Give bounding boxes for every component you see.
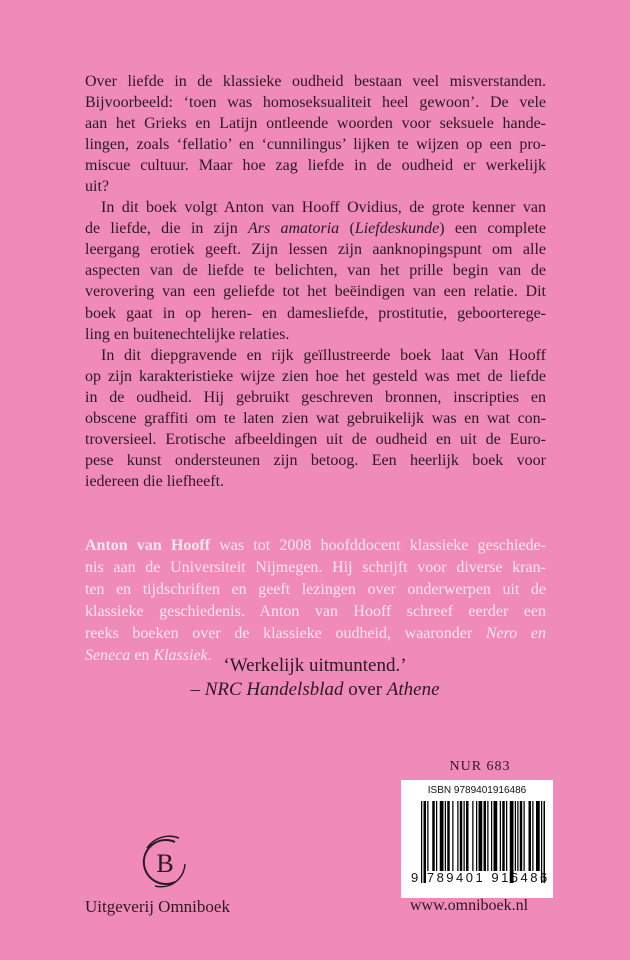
barcode-bar [487,801,488,871]
text-line [85,71,546,92]
barcode-bar [460,801,463,871]
barcode-bar [432,801,435,871]
text-segment: Anton van Hooff [85,537,211,554]
barcode-bar [520,801,523,871]
barcode-bar [445,801,446,871]
publisher-name: Uitgeverij Omniboek [85,897,230,916]
source-name: NRC Handelsblad [204,679,344,700]
text-segment: obscene graffiti om te laten zien wat gebruikelijk was en wat con- [85,409,546,427]
omniboek-logo-icon [135,834,195,890]
text-segment: Seneca [85,647,131,664]
text-segment: klassieke geschiedenis. Anton van Hooff schreef eerder een [85,603,546,620]
text-line [85,623,546,645]
barcode-bar [476,801,477,871]
barcode-bar [440,801,444,871]
text-line [85,557,546,579]
text-line [85,260,546,281]
barcode-bar [464,801,465,871]
text-segment: Ars amatoria [247,220,340,238]
barcode-bar [494,801,498,871]
source-book: Athene [386,679,440,700]
source-over: over [343,679,387,700]
barcode-bar [466,801,469,871]
barcode-bar [515,801,516,871]
text-segment: de liefde, die in zijn [85,220,248,238]
text-segment: reeks boeken over de klassieke oudheid, waaronder [85,625,486,642]
text-line [85,155,546,176]
text-line [85,601,546,623]
barcode-bar [479,801,483,871]
text-segment: ling en buitenechtelijke relaties. [85,325,290,343]
text-segment: verovering van een geliefde tot het beëindigen van een relatie. Dit [85,283,546,301]
text-segment: Over liefde in de klassieke oudheid bestaan veel misverstanden. [85,73,546,90]
text-line [85,387,546,408]
text-line [85,197,546,218]
nur-code: NUR 683 [449,759,511,774]
isbn-label: ISBN 9789401916486 [427,785,527,796]
barcode-bar [517,801,518,871]
text-segment: ) een complete [439,220,546,238]
barcode-bar [500,801,501,871]
text-segment: Bijvoorbeeld: ‘toen was homoseksualiteit heel gewoon’. De vele [85,94,546,112]
text-line [85,450,546,471]
author-bio [85,535,546,667]
text-segment: leergang erotiek geeft. Zijn lessen zijn aanknopingspunt om alle [85,241,546,259]
barcode-bar [536,801,540,871]
text-line [85,408,546,429]
text-segment: en [130,647,154,664]
text-segment: boek gaat in op heren- en damesliefde, prostitutie, geboorterege- [85,304,546,322]
barcode-bar [491,801,492,871]
logo-letter: B [156,849,174,878]
barcode-bar [506,801,507,871]
barcode-bar [524,801,525,871]
barcode-bar [502,801,505,871]
text-segment: In dit boek volgt Anton van Hooff Ovidius, de grote kenner van [101,199,546,217]
text-line [85,92,546,113]
website-link[interactable]: www.omniboek.nl [410,897,529,914]
barcode-bar [427,801,428,871]
barcode-bar [532,801,533,871]
text-segment: aspecten van de liefde te belichten, van het prille begin van de [85,262,546,280]
dash: – [190,679,205,700]
barcode-bar [436,801,437,871]
text-line [85,471,546,492]
barcode-bar [484,801,487,871]
isbn-barcode [401,780,553,898]
text-line [85,429,546,450]
blurb-text [85,71,546,492]
text-segment: aan het Grieks en Latijn ontleende woorden voor seksuele hande- [85,115,546,133]
text-line [85,218,546,239]
text-line [85,579,546,601]
text-line [85,324,546,345]
text-line [85,303,546,324]
isbn-digits: 9 789401 916486 [411,870,550,885]
text-segment: nis aan de Universiteit Nijmegen. Hij schrijft voor diverse kran- [85,559,546,576]
text-segment: Klassiek [153,647,208,664]
text-segment: in de oudheid. Hij gebruikt geschreven bronnen, inscripties en [85,388,546,406]
text-segment: op zijn karakteristieke wijze zien hoe het gesteld was met de liefde [85,367,546,385]
barcode-bar [529,801,532,871]
text-segment: miscue cultuur. Maar hoe zag liefde in de oudheid er werkelijk [85,157,546,175]
text-line [85,281,546,302]
text-segment: iedereen die liefheeft. [85,472,225,490]
text-segment: In dit diepgravende en rijk geïllustreerde boek laat Van Hooff [101,346,546,364]
text-segment: . [207,647,212,664]
text-segment: troversieel. Erotische afbeeldingen uit de oudheid en uit de Euro- [85,430,546,448]
text-line [85,113,546,134]
text-segment: was tot 2008 hoofddocent klassieke geschiede- [210,537,546,554]
text-line [85,366,546,387]
text-line [85,176,546,197]
barcode-bar [452,801,453,871]
text-line [85,134,546,155]
barcode-bar [447,801,450,871]
text-line [85,239,546,260]
text-segment: lingen, zoals ‘fellatio’ en ‘cunnilingus’ lijken te wijzen op een pro- [85,136,546,154]
barcode-bar [472,801,473,871]
text-segment: ten en tijdschriften en geeft lezingen over onderwerpen uit de [85,581,546,598]
text-segment: Liefdeskunde [354,220,440,238]
review-quote: ‘Werkelijk uitmuntend.’ [223,655,407,676]
text-segment: uit? [85,178,109,196]
text-segment: ( [339,220,355,238]
text-line [85,345,546,366]
text-segment: Nero en [485,625,546,642]
text-line [85,535,546,557]
text-segment: pese kunst ondersteunen zijn betoog. Een heerlijk boek voor [85,451,546,469]
barcode-bar [457,801,458,871]
review-source [0,679,630,701]
